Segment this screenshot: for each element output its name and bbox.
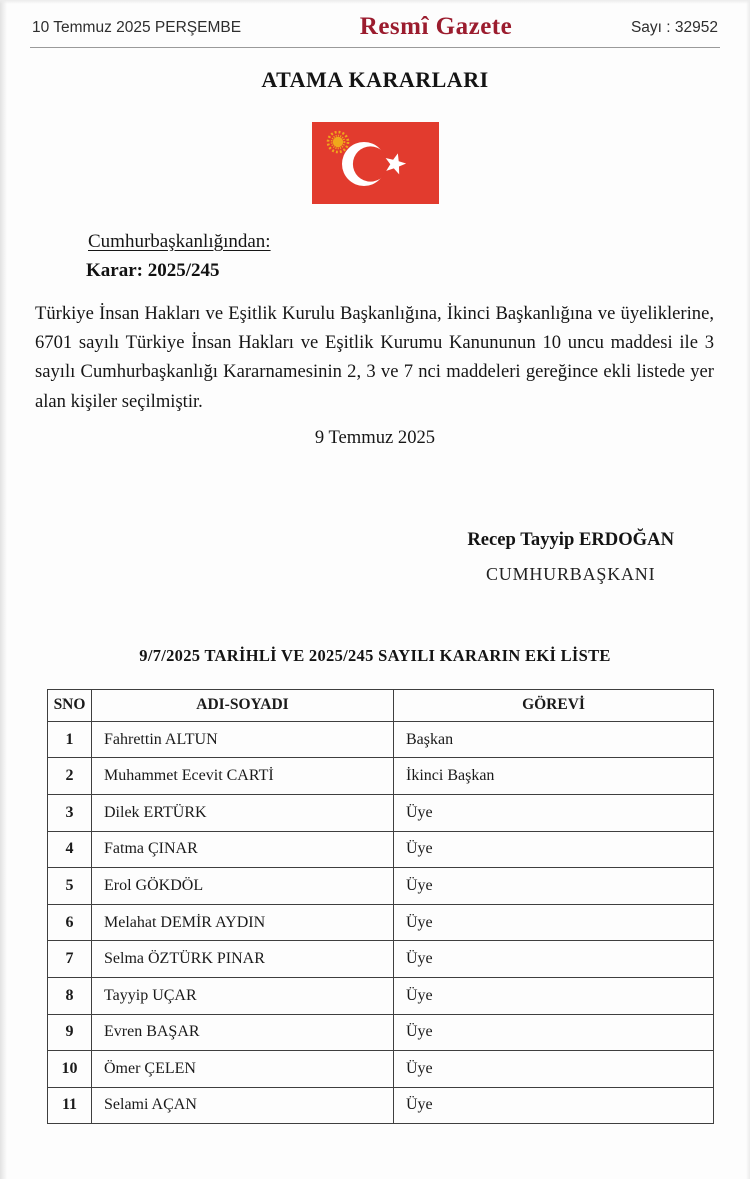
name-cell: Selma ÖZTÜRK PINAR [92,941,394,978]
name-cell: Selami AÇAN [92,1087,394,1124]
role-cell: Üye [394,1051,714,1088]
appointments-table [47,689,714,1125]
sno-cell: 10 [48,1051,92,1088]
role-cell: Üye [394,831,714,868]
name-cell: Melahat DEMİR AYDIN [92,904,394,941]
column-header-sno: SNO [48,689,92,721]
role-cell: Üye [394,1014,714,1051]
signature-block [467,529,674,585]
table-row [48,868,714,905]
presidential-flag-image [312,122,439,204]
sno-cell: 5 [48,868,92,905]
table-row [48,831,714,868]
gazette-title: Resmî Gazete [359,13,513,40]
name-cell: Fahrettin ALTUN [92,721,394,758]
role-cell: Üye [394,977,714,1014]
table-row [48,758,714,795]
table-row [48,794,714,831]
sno-cell: 8 [48,977,92,1014]
name-cell: Dilek ERTÜRK [92,794,394,831]
sno-cell: 11 [48,1087,92,1124]
role-cell: İkinci Başkan [394,758,714,795]
sno-cell: 4 [48,831,92,868]
sno-cell: 1 [48,721,92,758]
role-cell: Üye [394,1087,714,1124]
name-cell: Tayyip UÇAR [92,977,394,1014]
gazette-masthead [0,0,750,39]
sno-cell: 2 [48,758,92,795]
role-cell: Üye [394,868,714,905]
table-row [48,941,714,978]
role-cell: Üye [394,941,714,978]
page-edge-shading [0,0,7,1179]
annex-list-title: 9/7/2025 TARİHLİ VE 2025/245 SAYILI KARARIN EKİ LİSTE [139,645,611,665]
table-row [48,1051,714,1088]
decree-number: Karar: 2025/245 [86,260,220,281]
column-header-role: GÖREVİ [394,689,714,721]
masthead-divider [30,47,720,48]
table-row [48,1014,714,1051]
president-name: Recep Tayyip ERDOĞAN [467,528,674,550]
name-cell: Fatma ÇINAR [92,831,394,868]
table-header-row [48,689,714,721]
role-cell: Üye [394,904,714,941]
page-title: ATAMA KARARLARI [261,67,489,92]
column-header-name: ADI-SOYADI [92,689,394,721]
gazette-issue-number: Sayı : 32952 [630,19,718,36]
sno-cell: 7 [48,941,92,978]
president-title: CUMHURBAŞKANI [485,563,656,584]
sno-cell: 3 [48,794,92,831]
annex-table-body [48,721,714,1124]
page-edge-shading [746,0,750,1179]
table-row [48,1087,714,1124]
name-cell: Ömer ÇELEN [92,1051,394,1088]
name-cell: Evren BAŞAR [92,1014,394,1051]
turkish-flag-icon [312,122,439,204]
sno-cell: 9 [48,1014,92,1051]
sno-cell: 6 [48,904,92,941]
gazette-date: 10 Temmuz 2025 PERŞEMBE [32,19,242,36]
name-cell: Erol GÖKDÖL [92,868,394,905]
decree-authority: Cumhurbaşkanlığından: [88,231,271,252]
table-row [48,977,714,1014]
role-cell: Üye [394,794,714,831]
role-cell: Başkan [394,721,714,758]
table-row [48,721,714,758]
decree-body-text: Türkiye İnsan Hakları ve Eşitlik Kurulu Başkanlığına, İkinci Başkanlığına ve üyeliklerine, 6701 sayılı Türkiye İnsan Hakları ve Eşitlik Kurumu Kanununun 10 uncu maddesi ile 3 sayılı Cumhurbaşkanlığı Kararnamesinin 2, 3 ve 7 nci maddeleri gereğince ekli listede yer alan kişiler seçilmiştir. [35,303,714,412]
table-row [48,904,714,941]
decree-date: 9 Temmuz 2025 [314,426,436,448]
name-cell: Muhammet Ecevit CARTİ [92,758,394,795]
